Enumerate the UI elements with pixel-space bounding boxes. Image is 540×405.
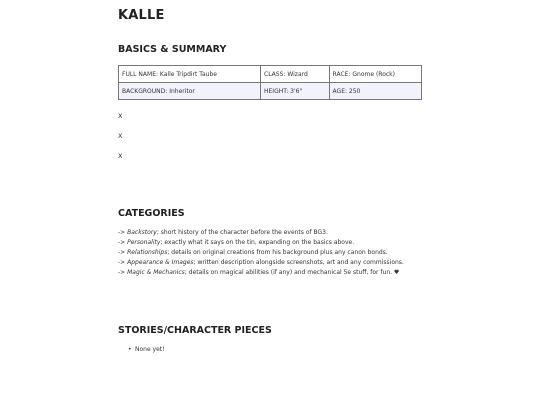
stories-list: [118, 346, 165, 353]
list-item: • None yet!: [128, 346, 165, 353]
category-link-backstory[interactable]: Backstory: [127, 229, 157, 236]
x-mark: X: [118, 132, 123, 140]
category-item: -> Backstory; short history of the character before the events of BG3.: [118, 229, 328, 236]
bullet-icon: •: [128, 346, 132, 353]
stories-heading: STORIES/CHARACTER PIECES: [118, 325, 272, 336]
table-row: [119, 66, 422, 83]
category-item: -> Magic & Mechanics; details on magical abilities (if any) and mechanical 5e stuff, for fun. ♥: [118, 269, 400, 276]
x-mark: X: [118, 152, 123, 160]
background-cell: BACKGROUND: Inheritor: [119, 83, 261, 100]
height-cell: HEIGHT: 3'6": [261, 83, 330, 100]
category-link-appearance[interactable]: Appearance & Images: [127, 259, 194, 266]
category-link-relationships[interactable]: Relationships: [127, 249, 168, 256]
basics-heading: BASICS & SUMMARY: [118, 44, 227, 55]
x-mark: X: [118, 112, 123, 120]
category-item: -> Personality; exactly what it says on the tin, expanding on the basics above.: [118, 239, 355, 246]
categories-list: [118, 228, 404, 278]
age-cell: AGE: 250: [329, 83, 421, 100]
category-item: -> Appearance & Images; written description alongside screenshots, art and any commissions.: [118, 259, 404, 266]
category-link-personality[interactable]: Personality: [127, 239, 161, 246]
full-name-cell: FULL NAME: Kalle Tripdirt Taube: [119, 66, 261, 83]
class-cell: CLASS: Wizard: [261, 66, 330, 83]
category-item: -> Relationships; details on original creations from his background plus any canon bonds.: [118, 249, 388, 256]
table-row: [119, 83, 422, 100]
categories-heading: CATEGORIES: [118, 208, 185, 219]
summary-table: [118, 65, 422, 100]
race-cell: RACE: Gnome (Rock): [329, 66, 421, 83]
page-title: KALLE: [118, 8, 165, 23]
category-link-magic[interactable]: Magic & Mechanics: [127, 269, 185, 276]
